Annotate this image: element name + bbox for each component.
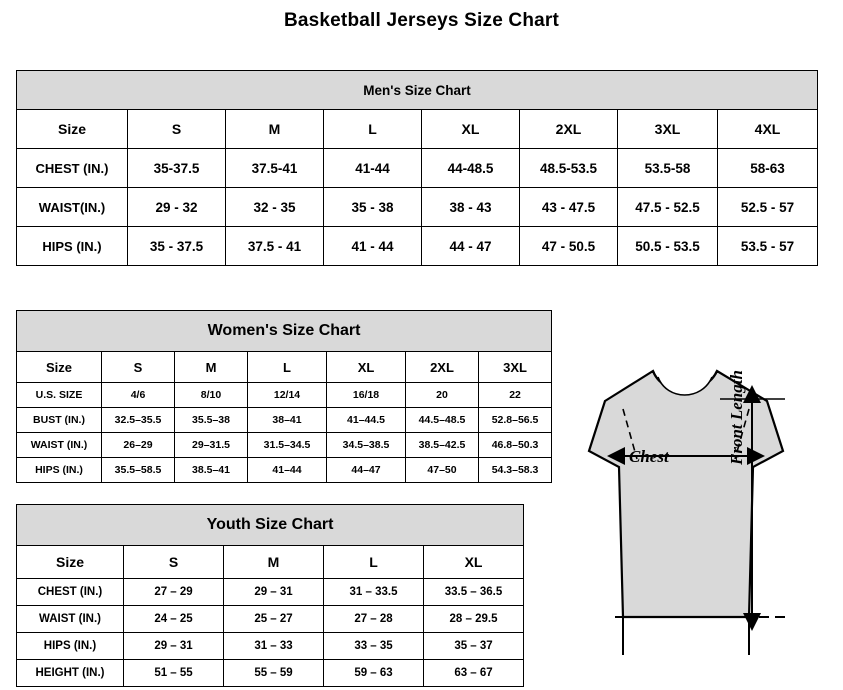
table-cell: 43 - 47.5	[520, 188, 618, 227]
table-cell: 52.8–56.5	[479, 408, 552, 433]
womens-col-m: M	[175, 352, 248, 383]
table-cell: 32 - 35	[226, 188, 324, 227]
womens-col-2xl: 2XL	[406, 352, 479, 383]
mens-col-4xl: 4XL	[718, 110, 818, 149]
table-cell: 38–41	[248, 408, 327, 433]
youth-col-size: Size	[17, 546, 124, 579]
table-row	[17, 149, 818, 188]
table-cell: 4/6	[102, 383, 175, 408]
table-cell: 29 – 31	[224, 579, 324, 606]
table-cell: 41–44	[248, 458, 327, 483]
jersey-outline-svg	[545, 355, 835, 685]
womens-section-header-row	[17, 311, 552, 352]
table-cell: 52.5 - 57	[718, 188, 818, 227]
youth-col-xl: XL	[424, 546, 524, 579]
jersey-body-shape	[589, 371, 783, 617]
table-cell: 41 - 44	[324, 227, 422, 266]
table-cell: 44-48.5	[422, 149, 520, 188]
table-cell: 35 - 37.5	[128, 227, 226, 266]
table-cell: 29 - 32	[128, 188, 226, 227]
table-row	[17, 408, 552, 433]
front-length-measurement-label: Front Length	[727, 370, 746, 465]
womens-section-title: Women's Size Chart	[17, 311, 552, 352]
mens-row-label-hips: HIPS (IN.)	[17, 227, 128, 266]
table-cell: 53.5 - 57	[718, 227, 818, 266]
table-row	[17, 579, 524, 606]
table-cell: 20	[406, 383, 479, 408]
womens-col-l: L	[248, 352, 327, 383]
womens-col-size: Size	[17, 352, 102, 383]
youth-row-label-chest: CHEST (IN.)	[17, 579, 124, 606]
table-cell: 41–44.5	[327, 408, 406, 433]
mens-col-size: Size	[17, 110, 128, 149]
table-cell: 33.5 – 36.5	[424, 579, 524, 606]
table-cell: 27 – 29	[124, 579, 224, 606]
table-cell: 29 – 31	[124, 633, 224, 660]
table-cell: 37.5-41	[226, 149, 324, 188]
mens-col-xl: XL	[422, 110, 520, 149]
youth-column-header-row	[17, 546, 524, 579]
table-cell: 29–31.5	[175, 433, 248, 458]
page-title: Basketball Jerseys Size Chart	[283, 10, 560, 31]
chest-measurement-label: Chest	[629, 447, 669, 466]
table-cell: 63 – 67	[424, 660, 524, 687]
table-cell: 47.5 - 52.5	[618, 188, 718, 227]
table-row	[17, 458, 552, 483]
youth-col-m: M	[224, 546, 324, 579]
table-cell: 44–47	[327, 458, 406, 483]
table-row	[17, 227, 818, 266]
mens-col-2xl: 2XL	[520, 110, 618, 149]
table-cell: 50.5 - 53.5	[618, 227, 718, 266]
youth-row-label-height: HEIGHT (IN.)	[17, 660, 124, 687]
table-cell: 8/10	[175, 383, 248, 408]
table-cell: 38.5–41	[175, 458, 248, 483]
youth-section-title: Youth Size Chart	[17, 505, 524, 546]
mens-size-chart-table	[16, 70, 818, 266]
table-cell: 47 - 50.5	[520, 227, 618, 266]
womens-col-3xl: 3XL	[479, 352, 552, 383]
table-cell: 16/18	[327, 383, 406, 408]
table-cell: 35-37.5	[128, 149, 226, 188]
mens-row-label-chest: CHEST (IN.)	[17, 149, 128, 188]
table-cell: 35.5–58.5	[102, 458, 175, 483]
table-cell: 35 - 38	[324, 188, 422, 227]
table-cell: 41-44	[324, 149, 422, 188]
table-cell: 35.5–38	[175, 408, 248, 433]
table-cell: 55 – 59	[224, 660, 324, 687]
table-cell: 53.5-58	[618, 149, 718, 188]
jersey-bottom-sides	[623, 617, 749, 655]
table-cell: 12/14	[248, 383, 327, 408]
womens-size-chart-table	[16, 310, 552, 483]
table-row	[17, 606, 524, 633]
youth-size-chart-table	[16, 504, 524, 687]
table-cell: 32.5–35.5	[102, 408, 175, 433]
table-cell: 35 – 37	[424, 633, 524, 660]
mens-row-label-waist: WAIST(IN.)	[17, 188, 128, 227]
youth-section-header-row	[17, 505, 524, 546]
table-cell: 28 – 29.5	[424, 606, 524, 633]
mens-col-l: L	[324, 110, 422, 149]
youth-row-label-hips: HIPS (IN.)	[17, 633, 124, 660]
youth-row-label-waist: WAIST (IN.)	[17, 606, 124, 633]
table-cell: 44 - 47	[422, 227, 520, 266]
table-row	[17, 633, 524, 660]
table-cell: 59 – 63	[324, 660, 424, 687]
mens-section-title: Men's Size Chart	[17, 71, 818, 110]
womens-row-label-us-size: U.S. SIZE	[17, 383, 102, 408]
table-cell: 31 – 33.5	[324, 579, 424, 606]
mens-col-m: M	[226, 110, 324, 149]
table-cell: 46.8–50.3	[479, 433, 552, 458]
table-cell: 26–29	[102, 433, 175, 458]
table-cell: 47–50	[406, 458, 479, 483]
womens-row-label-bust: BUST (IN.)	[17, 408, 102, 433]
womens-col-xl: XL	[327, 352, 406, 383]
jersey-measurement-diagram	[545, 355, 835, 685]
table-row	[17, 383, 552, 408]
youth-col-s: S	[124, 546, 224, 579]
table-cell: 27 – 28	[324, 606, 424, 633]
table-cell: 44.5–48.5	[406, 408, 479, 433]
table-cell: 58-63	[718, 149, 818, 188]
mens-col-3xl: 3XL	[618, 110, 718, 149]
mens-column-header-row	[17, 110, 818, 149]
table-row	[17, 188, 818, 227]
table-row	[17, 660, 524, 687]
table-cell: 25 – 27	[224, 606, 324, 633]
mens-section-header-row	[17, 71, 818, 110]
womens-col-s: S	[102, 352, 175, 383]
table-cell: 24 – 25	[124, 606, 224, 633]
table-cell: 54.3–58.3	[479, 458, 552, 483]
table-cell: 34.5–38.5	[327, 433, 406, 458]
womens-column-header-row	[17, 352, 552, 383]
table-cell: 38 - 43	[422, 188, 520, 227]
mens-col-s: S	[128, 110, 226, 149]
womens-row-label-hips: HIPS (IN.)	[17, 458, 102, 483]
youth-col-l: L	[324, 546, 424, 579]
womens-row-label-waist: WAIST (IN.)	[17, 433, 102, 458]
table-cell: 33 – 35	[324, 633, 424, 660]
table-cell: 31 – 33	[224, 633, 324, 660]
table-cell: 51 – 55	[124, 660, 224, 687]
table-cell: 48.5-53.5	[520, 149, 618, 188]
table-row	[17, 433, 552, 458]
table-cell: 22	[479, 383, 552, 408]
table-cell: 37.5 - 41	[226, 227, 324, 266]
table-cell: 38.5–42.5	[406, 433, 479, 458]
table-cell: 31.5–34.5	[248, 433, 327, 458]
